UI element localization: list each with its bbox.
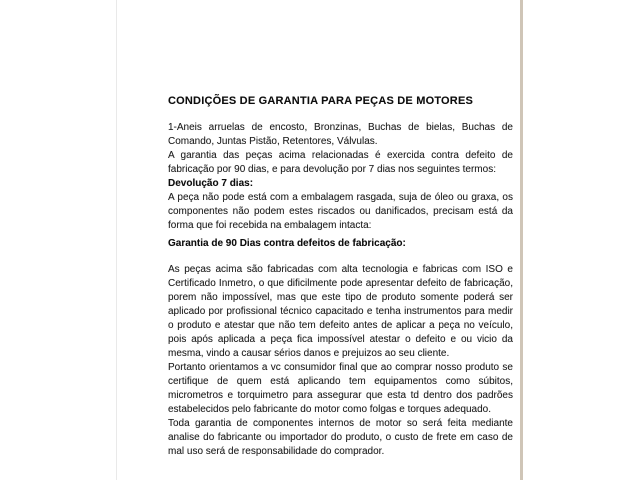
document-title: CONDIÇÕES DE GARANTIA PARA PEÇAS DE MOTORES bbox=[168, 95, 474, 107]
closing-paragraph: Toda garantia de componentes internos de motor so será feita mediante analise do fabricante ou importador do produto, o custo de frete em caso de mal uso será de responsabilidade do comprador. bbox=[168, 418, 513, 457]
section-heading-garantia: Garantia de 90 Dias contra defeitos de fabricação: bbox=[168, 238, 406, 249]
section-heading-devolucao: Devolução 7 dias: bbox=[168, 178, 254, 189]
section-body-devolucao: A peça não pode está com a embalagem rasgada, suja de óleo ou graxa, os componentes não podem estes riscados ou danificados, precisam está da forma que foi recebida na embalagem intacta: bbox=[168, 192, 513, 231]
parts-list-paragraph: 1-Aneis arruelas de encosto, Bronzinas, Buchas de bielas, Buchas de Comando, Juntas Pistão, Retentores, Válvulas. bbox=[168, 122, 513, 147]
warranty-terms-paragraph: A garantia das peças acima relacionadas é exercida contra defeito de fabricação por 90 dias, e para devolução por 7 dias nos seguintes termos: bbox=[168, 150, 513, 175]
page-edge-right bbox=[520, 0, 523, 480]
section-body-garantia-p2: Portanto orientamos a vc consumidor final que ao comprar nosso produto se certifique de quem está aplicando tem equipamentos como súbitos, micrometros e torquimetro para assegurar que esta td dentro dos padrões estabelecidos pelo fabricante do motor como folgas e torques adequado. bbox=[168, 362, 513, 415]
page-edge-left bbox=[116, 0, 117, 480]
warranty-document bbox=[168, 94, 513, 459]
section-garantia-90-dias bbox=[168, 237, 513, 417]
section-body-garantia-p1: As peças acima são fabricadas com alta tecnologia e fabricas com ISO e Certificado Inmetro, o que dificilmente pode apresentar defeito de fabricação, porem não impossível, mas que este tipo de produto somente poderá ser aplicado por profissional técnico capacitado e tenha instrumentos para medir o produto e atestar que não tem defeito antes de aplicar a peça no veículo, pois após aplicada a peça fica impossível atestar o defeito e ou vicio da mesma, vindo a causar sérios danos e prejuizos ao seu cliente. bbox=[168, 264, 513, 359]
section-devolucao-7-dias bbox=[168, 177, 513, 233]
